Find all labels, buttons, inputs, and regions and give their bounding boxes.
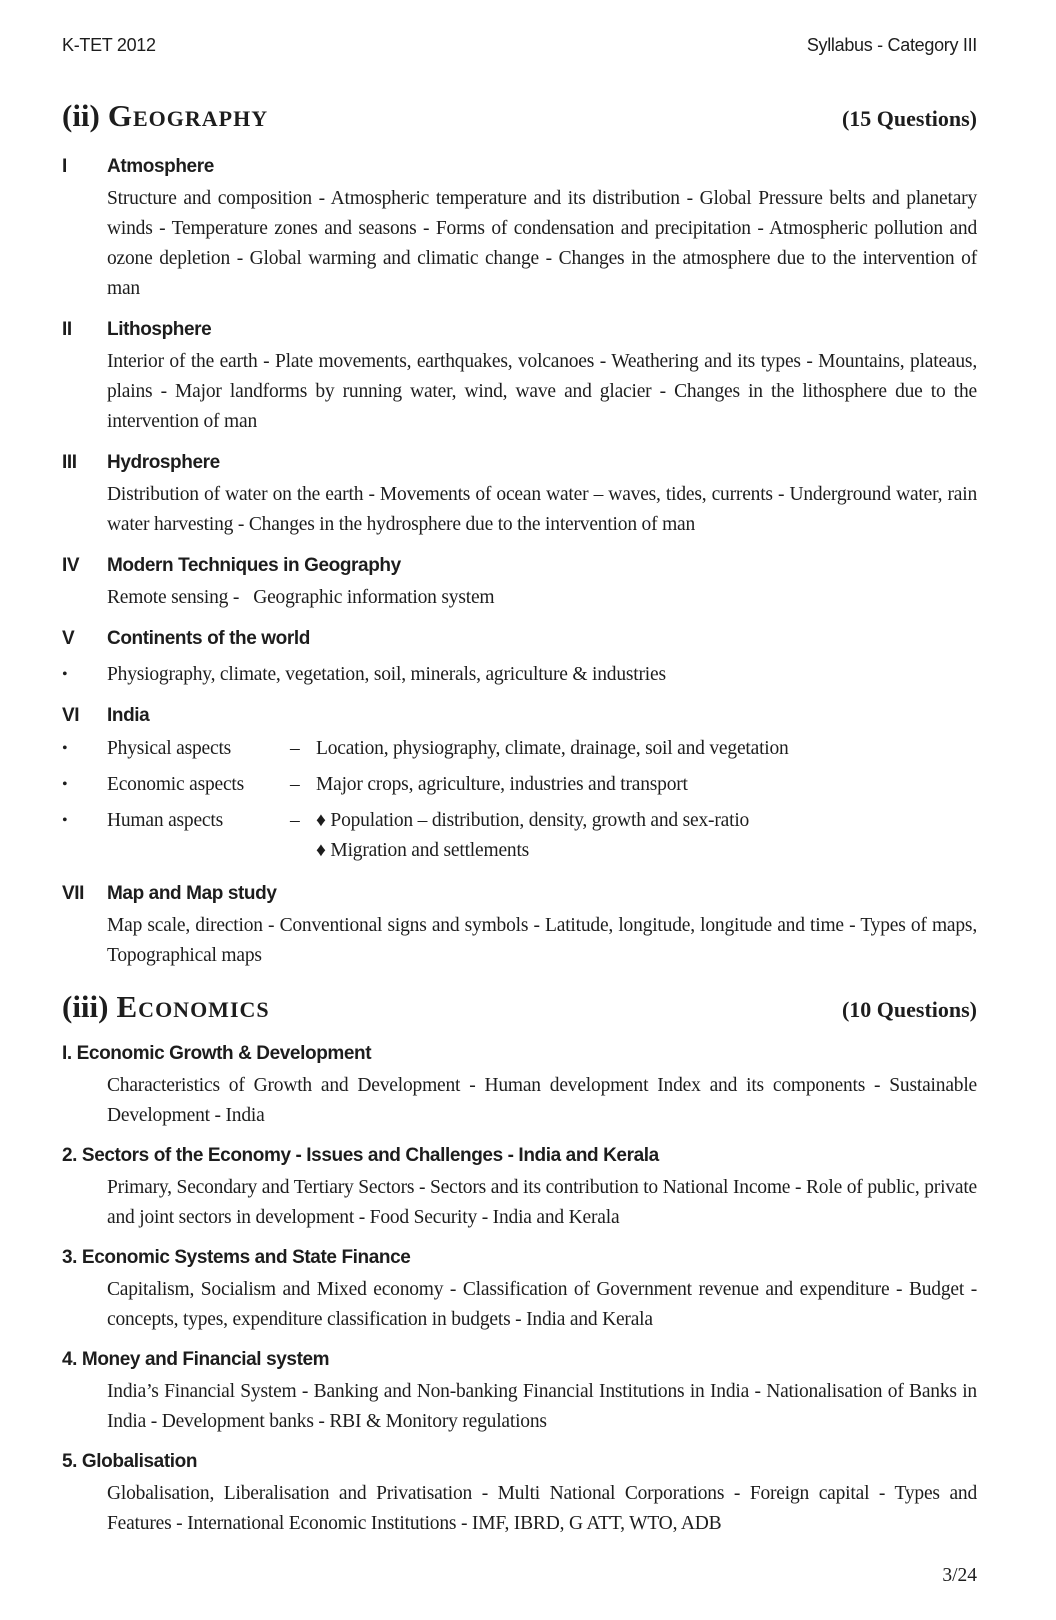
page-number: 3/24 [942, 1565, 977, 1586]
eco-heading-sectors: 2. Sectors of the Economy - Issues and Challenges - India and Kerala [62, 1145, 659, 1166]
bullet-marker: • [62, 812, 68, 829]
topic-title: Atmosphere [107, 156, 214, 177]
topic-label: IV [62, 555, 80, 576]
topic-label: VI [62, 705, 80, 726]
bullet-marker: • [62, 776, 68, 793]
eco-body-systems: Capitalism, Socialism and Mixed economy - Classification of Government revenue and expenditure - Budget - concepts, types, expenditure classification in budgets - India and Kerala [107, 1279, 977, 1330]
topic-row-hydrosphere [62, 451, 977, 475]
topic-body-atmosphere: Structure and composition - Atmospheric temperature and its distribution - Global Pressure belts and planetary winds - Temperature zones and seasons - Forms of condensation and precipitation - Atmospheric pollution and ozone depletion - Global warming and climatic change - Changes in the atmosphere due to the intervention of man [107, 188, 977, 299]
topic-title: India [107, 705, 150, 726]
topic-label: III [62, 452, 77, 473]
aspect-description: Location, physiography, climate, drainage, soil and vegetation [316, 738, 789, 759]
continents-bullet-row [62, 660, 977, 690]
eco-heading-growth: I. Economic Growth & Development [62, 1043, 372, 1064]
aspect-name: Physical aspects [107, 738, 232, 759]
topic-title: Lithosphere [107, 319, 212, 340]
topic-body-modern-techniques: Remote sensing - Geographic information system [107, 587, 495, 608]
topic-body-lithosphere: Interior of the earth - Plate movements, earthquakes, volcanoes - Weathering and its types - Mountains, plateaus, plains - Major landforms by running water, wind, wave and glacier - Changes in the lithosphere due to the intervention of man [107, 351, 977, 432]
dash-separator: – [290, 774, 300, 795]
topic-body-hydrosphere: Distribution of water on the earth - Movements of ocean water – waves, tides, currents - Underground water, rain water harvesting - Changes in the hydrosphere due to the intervention of man [107, 484, 977, 535]
topic-title: Continents of the world [107, 628, 310, 649]
eco-heading-systems: 3. Economic Systems and State Finance [62, 1247, 411, 1268]
india-aspect-physical [62, 734, 977, 764]
aspect-description: Major crops, agriculture, industries and transport [316, 774, 688, 795]
topic-label: I [62, 156, 67, 177]
header-doc-context: Syllabus - Category III [806, 35, 977, 55]
bullet-marker: • [62, 740, 68, 757]
topic-title: Modern Techniques in Geography [107, 555, 401, 576]
india-aspect-economic [62, 770, 977, 800]
continents-bullet-text: Physiography, climate, vegetation, soil, minerals, agriculture & industries [107, 664, 666, 685]
eco-body-growth: Characteristics of Growth and Development - Human development Index and its components - Sustainable Development - India [107, 1075, 977, 1126]
question-count-geography: (15 Questions) [841, 106, 977, 131]
india-aspect-human [62, 806, 977, 866]
topic-row-modern-techniques [62, 554, 977, 578]
aspect-subline-population: ♦ Population – distribution, density, growth and sex-ratio [316, 810, 750, 831]
topic-label: II [62, 319, 72, 340]
topic-body-map-study: Map scale, direction - Conventional signs and symbols - Latitude, longitude, longitude and time - Types of maps, Topographical maps [107, 915, 977, 966]
bullet-marker: • [62, 666, 68, 683]
section-title-geography [62, 94, 268, 138]
eco-body-globalisation: Globalisation, Liberalisation and Privatisation - Multi National Corporations - Foreign capital - Types and Features - International Economic Institutions - IMF, IBRD, G ATT, WTO, ADB [107, 1483, 977, 1534]
eco-body-money: India’s Financial System - Banking and Non-banking Financial Institutions in India - Nationalisation of Banks in India - Development banks - RBI & Monitory regulations [107, 1381, 977, 1432]
aspect-description [316, 806, 977, 866]
eco-body-sectors: Primary, Secondary and Tertiary Sectors - Sectors and its contribution to National Income - Role of public, private and joint sectors in development - Food Security - India and Kerala [107, 1177, 977, 1228]
topic-label: V [62, 628, 75, 649]
topic-title: Hydrosphere [107, 452, 220, 473]
eco-heading-globalisation: 5. Globalisation [62, 1451, 198, 1472]
topic-row-continents [62, 627, 977, 651]
section-heading-geography [62, 94, 977, 141]
topic-row-lithosphere [62, 318, 977, 342]
question-count-economics: (10 Questions) [841, 997, 977, 1022]
running-header [62, 34, 977, 56]
topic-row-atmosphere [62, 155, 977, 179]
topic-row-map-study [62, 882, 977, 906]
aspect-subline-migration: ♦ Migration and settlements [316, 840, 530, 861]
topic-label: VII [62, 883, 85, 904]
section-title-text: Economics [116, 989, 270, 1024]
topic-row-india [62, 704, 977, 728]
section-title-economics [62, 985, 270, 1029]
section-number: (ii) [62, 98, 100, 133]
aspect-name: Economic aspects [107, 774, 245, 795]
aspect-name: Human aspects [107, 810, 223, 831]
dash-separator: – [290, 738, 300, 759]
section-heading-economics [62, 985, 977, 1032]
section-number: (iii) [62, 989, 109, 1024]
header-doc-title: K-TET 2012 [62, 35, 156, 55]
section-title-text: Geography [107, 98, 269, 133]
dash-separator: – [290, 810, 300, 831]
topic-title: Map and Map study [107, 883, 277, 904]
eco-heading-money: 4. Money and Financial system [62, 1349, 330, 1370]
